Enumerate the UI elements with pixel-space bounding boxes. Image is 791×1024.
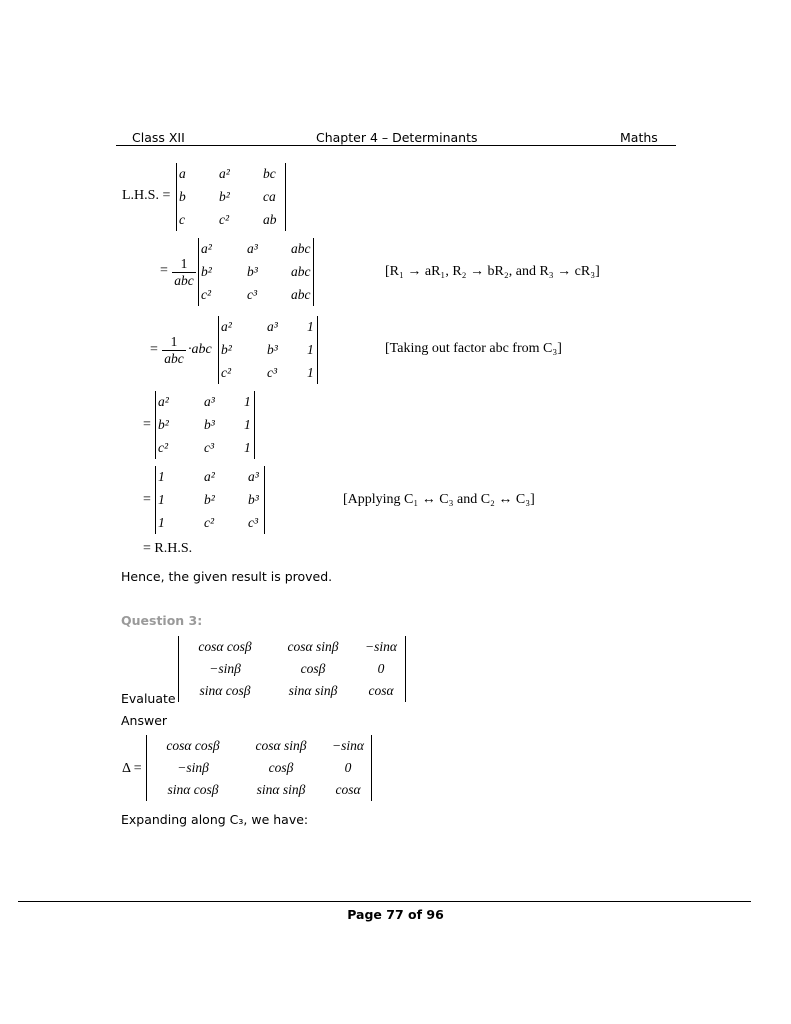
answer-label: Answer (121, 713, 168, 728)
note-column-swap: [Applying C₁ ↔ C₃ and C₂ ↔ C₃] (343, 492, 535, 507)
note-row-operations: [R₁ → aR₁, R₂ → bR₂, and R₃ → cR₃] (385, 264, 600, 279)
rhs-label: = R.H.S. (143, 541, 193, 556)
determinant-question: cosα cosβ cosα sinβ −sinα −sinβ cosβ 0 sinα cosβ sinα sinβ cosα (178, 636, 406, 702)
note-taking-out-factor: [Taking out factor abc from C₃] (385, 341, 562, 356)
determinant-step3: a² a³ 1 b² b³ 1 c² c³ 1 (218, 316, 318, 384)
header-subject: Maths (620, 130, 658, 145)
determinant-answer: cosα cosβ cosα sinβ −sinα −sinβ cosβ 0 sinα cosβ sinα sinβ cosα (146, 735, 372, 801)
footer-rule (18, 901, 751, 902)
lhs-label: L.H.S. = (122, 188, 171, 203)
determinant-step5: 1 a² a³ 1 b² b³ 1 c² c³ (155, 466, 265, 534)
dot-abc: ·abc (188, 342, 212, 357)
determinant-step4: a² a³ 1 b² b³ 1 c² c³ 1 (155, 391, 255, 459)
expanding-text: Expanding along C₃, we have: (121, 812, 309, 827)
conclusion-text: Hence, the given result is proved. (121, 569, 333, 584)
equals-sign: = (150, 342, 158, 357)
evaluate-label: Evaluate (121, 691, 176, 706)
fraction-one-over-abc: 1 abc (162, 334, 186, 367)
determinant-step2: a² a³ abc b² b³ abc c² c³ abc (198, 238, 314, 306)
header-chapter: Chapter 4 – Determinants (316, 130, 478, 145)
equals-sign: = (143, 417, 151, 432)
equals-sign: = (143, 492, 151, 507)
header-rule (116, 145, 676, 146)
delta-label: Δ = (122, 761, 142, 776)
fraction-one-over-abc: 1 abc (172, 256, 196, 289)
determinant-lhs: a a² bc b b² ca c c² ab (176, 163, 286, 231)
page-number: Page 77 of 96 (347, 907, 444, 922)
question-label: Question 3: (121, 613, 203, 628)
header-class: Class XII (132, 130, 185, 145)
equals-sign: = (160, 263, 168, 278)
